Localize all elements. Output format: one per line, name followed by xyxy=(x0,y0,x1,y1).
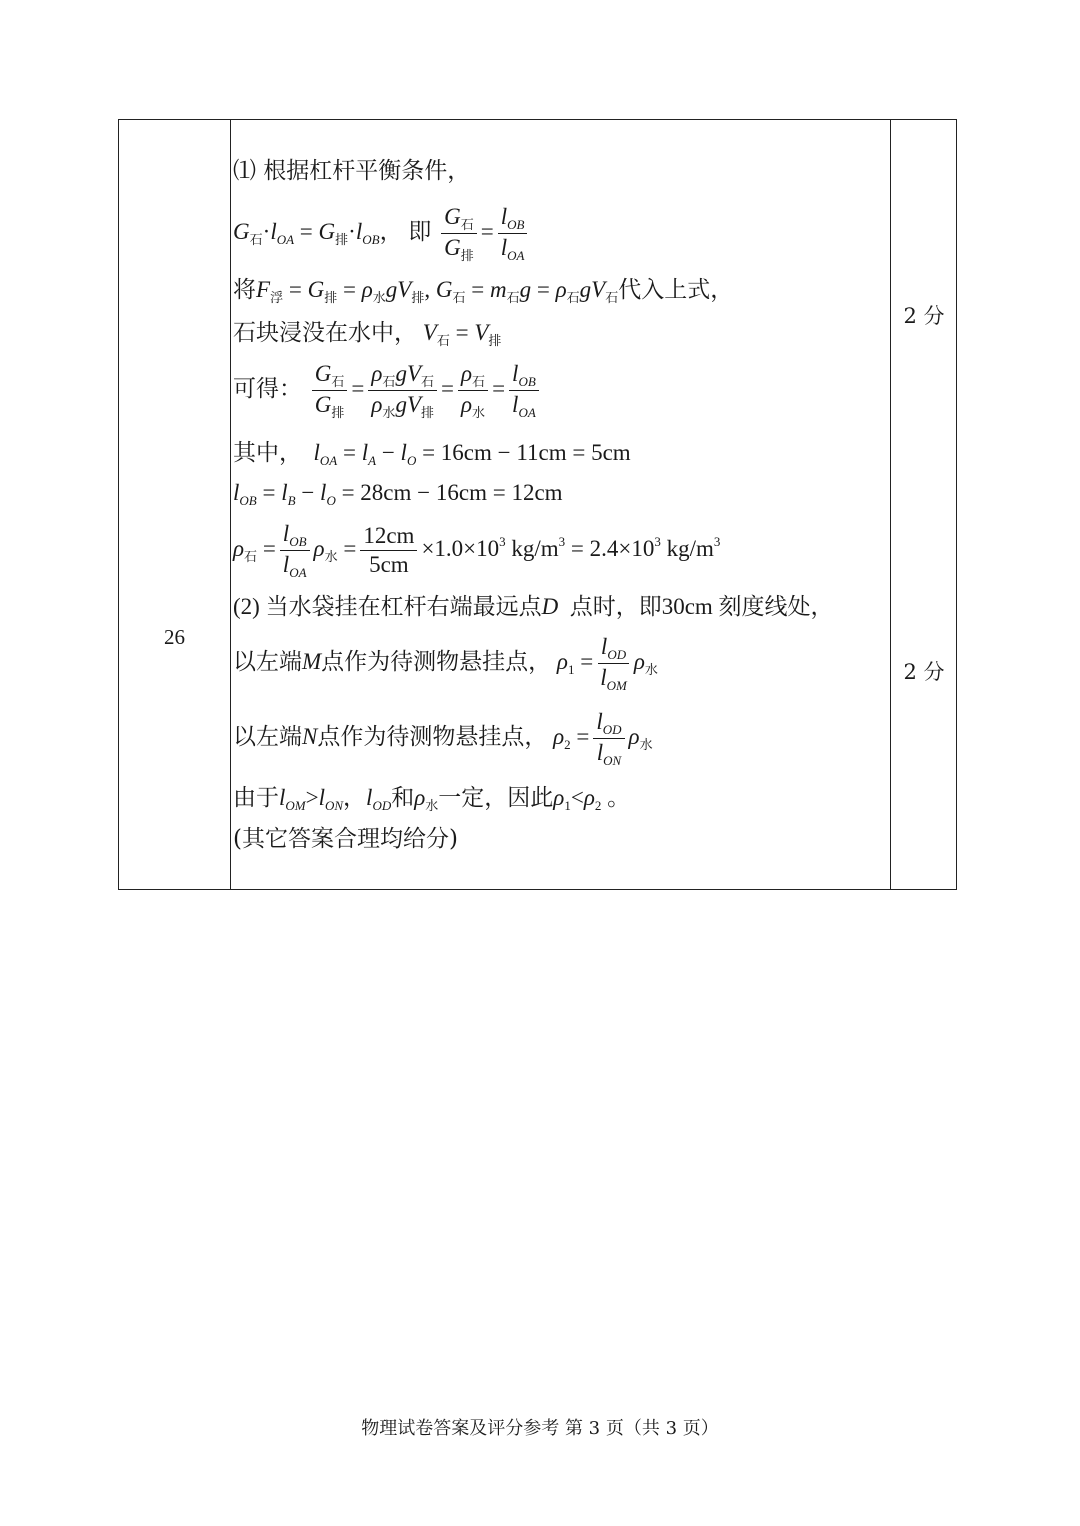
equation-line: 其中， $l_{OA} = l_A - l_O = 16cm - 11cm = 5cm$ xyxy=(233,440,631,468)
equation-line: 石块浸没在水中， $V_石 = V_排$ xyxy=(233,320,502,348)
solution-line: ⑴ 根据杠杆平衡条件， xyxy=(233,158,471,184)
solution-line: (2) 当水袋挂在杠杆右端最远点D 点时，即30cm 刻度线处， xyxy=(233,594,834,619)
question-number: 26 xyxy=(164,625,185,649)
equation-line: 可得： $\frac{G_石}{G_排}$ = $\frac{\rho_石gV_石}{\rho_水gV_排}$ = $\frac{\rho_石}{\rho_水}$ = $\frac{l_{OB}}{l_{OA}}$ xyxy=(233,360,543,422)
equation-line: 以左端M点作为待测物悬挂点， $\rho_1$ = $\frac{l_{OD}}{l_{OM}}$ $\rho_水$ xyxy=(233,634,658,694)
fraction: $\frac{l_{OB}}{l_{OA}}$ xyxy=(498,203,528,265)
score-part-2: 2 分 xyxy=(903,660,945,684)
solution-line: (其它答案合理均给分) xyxy=(233,826,458,852)
equation-line: $l_{OB} = l_B - l_O = 28cm - 16cm = 12cm$ xyxy=(233,480,563,508)
equation-line: $\rho_石$ = $\frac{l_{OB}}{l_{OA}}$ $\rho_水$ = $\frac{12cm}{5cm}$ $\times 1.0\times 10^3$ $kg/m^3 = 2.4\times 10^3$ $kg/m^3$ xyxy=(233,521,721,581)
fraction: $\frac{G_石}{G_排}$ xyxy=(441,203,477,265)
column-divider xyxy=(230,120,231,889)
page-footer: 物理试卷答案及评分参考 第 3 页（共 3 页） xyxy=(361,1418,719,1439)
equation-line: 由于$l_{OM}>l_{ON}$，$l_{OD}$和$\rho_水$一定，因此$\rho_1<\rho_2$ 。 xyxy=(233,785,631,813)
score-part-1: 2 分 xyxy=(903,304,945,328)
column-divider xyxy=(890,120,891,889)
equation-line: 将$F_浮 = G_排 = \rho_水gV_排$, $G_石 = m_石g = \rho_石gV_石$代入上式， xyxy=(233,277,734,305)
equation-line: $G_石\cdot l_{OA} = G_排\cdot l_{OB}$， 即 $\frac{G_石}{G_排}$ = $\frac{l_{OB}}{l_{OA}}$ xyxy=(233,203,531,265)
equation-line: 以左端N点作为待测物悬挂点， $\rho_2$ = $\frac{l_{OD}}{l_{ON}}$ $\rho_水$ xyxy=(233,709,653,769)
